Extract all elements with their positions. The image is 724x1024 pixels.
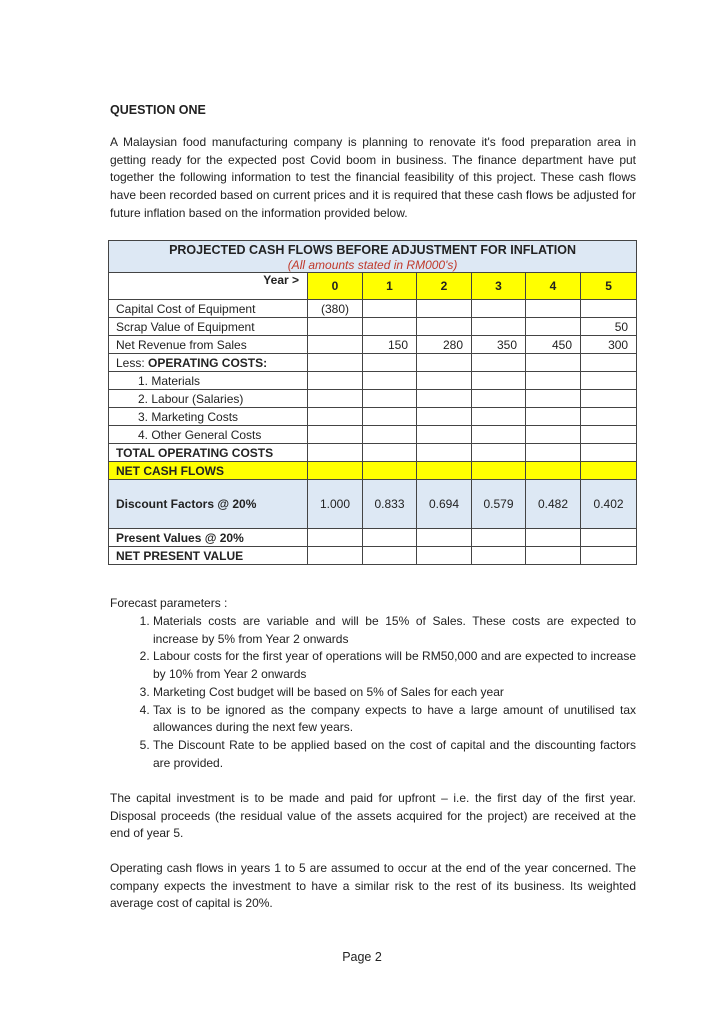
table-cell bbox=[472, 462, 526, 480]
forecast-parameters-list bbox=[110, 613, 636, 772]
table-cell bbox=[363, 390, 417, 408]
table-cell: 0.833 bbox=[363, 480, 417, 529]
row-label: Discount Factors @ 20% bbox=[109, 480, 308, 529]
table-cell bbox=[581, 426, 637, 444]
table-cell bbox=[363, 372, 417, 390]
table-cell bbox=[363, 529, 417, 547]
table-cell bbox=[308, 529, 363, 547]
year-label: Year > bbox=[109, 273, 308, 300]
list-item: 5. The Discount Rate to be applied based on the cost of capital and the discounting factors are provided. bbox=[153, 737, 636, 772]
table-cell: 450 bbox=[526, 336, 581, 354]
year-header: 0 bbox=[308, 273, 363, 300]
table-row bbox=[109, 372, 637, 390]
row-label-text: OPERATING COSTS: bbox=[148, 355, 268, 370]
table-cell bbox=[417, 462, 472, 480]
table-cell bbox=[417, 354, 472, 372]
discount-factors-row bbox=[109, 480, 637, 529]
table-cell bbox=[581, 462, 637, 480]
table-row bbox=[109, 336, 637, 354]
table-subtitle: (All amounts stated in RM000's) bbox=[109, 258, 637, 273]
table-row bbox=[109, 529, 637, 547]
table-row bbox=[109, 547, 637, 565]
table-cell: 300 bbox=[581, 336, 637, 354]
row-label: Present Values @ 20% bbox=[109, 529, 308, 547]
row-label: 4. Other General Costs bbox=[109, 426, 308, 444]
table-cell bbox=[472, 444, 526, 462]
table-cell bbox=[472, 390, 526, 408]
table-cell bbox=[472, 372, 526, 390]
table-cell bbox=[581, 408, 637, 426]
table-cell bbox=[581, 529, 637, 547]
table-cell: 0.579 bbox=[472, 480, 526, 529]
table-cell bbox=[363, 408, 417, 426]
table-cell bbox=[308, 547, 363, 565]
table-row bbox=[109, 318, 637, 336]
table-cell bbox=[417, 529, 472, 547]
year-header: 1 bbox=[363, 273, 417, 300]
row-label-prefix: Less: bbox=[116, 355, 149, 370]
row-label: Capital Cost of Equipment bbox=[109, 300, 308, 318]
table-cell bbox=[526, 372, 581, 390]
table-cell bbox=[472, 547, 526, 565]
table-cell bbox=[526, 462, 581, 480]
net-cash-flows-row bbox=[109, 462, 637, 480]
table-cell: 50 bbox=[581, 318, 637, 336]
row-label: NET CASH FLOWS bbox=[109, 462, 308, 480]
table-cell bbox=[526, 390, 581, 408]
table-cell bbox=[308, 444, 363, 462]
forecast-title: Forecast parameters : bbox=[110, 596, 228, 610]
table-row bbox=[109, 390, 637, 408]
table-cell: 0.482 bbox=[526, 480, 581, 529]
table-cell bbox=[581, 444, 637, 462]
table-cell bbox=[417, 547, 472, 565]
table-cell bbox=[308, 462, 363, 480]
list-item: 4. Tax is to be ignored as the company expects to have a large amount of unutilised tax allowances during the next few years. bbox=[153, 702, 636, 737]
table-cell bbox=[308, 372, 363, 390]
table-cell bbox=[417, 318, 472, 336]
table-cell bbox=[472, 354, 526, 372]
table-cell bbox=[581, 354, 637, 372]
table-cell bbox=[417, 372, 472, 390]
table-cell bbox=[526, 547, 581, 565]
row-label: Net Revenue from Sales bbox=[109, 336, 308, 354]
table-cell bbox=[363, 318, 417, 336]
table-cell bbox=[526, 444, 581, 462]
list-item: 3. Marketing Cost budget will be based on 5% of Sales for each year bbox=[153, 684, 636, 702]
table-cell bbox=[581, 300, 637, 318]
capital-investment-paragraph: The capital investment is to be made and paid for upfront – i.e. the first day of the first year. Disposal proceeds (the residual value of the assets acquired for the project) are received at the end of year 5. bbox=[110, 791, 636, 841]
table-cell bbox=[581, 547, 637, 565]
table-cell bbox=[363, 354, 417, 372]
table-cell bbox=[526, 354, 581, 372]
row-label bbox=[109, 354, 308, 372]
intro-paragraph: A Malaysian food manufacturing company is planning to renovate it's food preparation area in getting ready for the expected post Covid boom in business. The finance department have put together the following information to test the financial feasibility of this project. These cash flows have been recorded based on current prices and it is required that these cash flows be adjusted for future inflation based on the information provided below. bbox=[110, 135, 636, 220]
row-label: 1. Materials bbox=[109, 372, 308, 390]
table-cell bbox=[581, 390, 637, 408]
page-number: Page 2 bbox=[342, 950, 382, 964]
list-item: 2. Labour costs for the first year of operations will be RM50,000 and are expected to increase by 10% from Year 2 onwards bbox=[153, 648, 636, 683]
table-cell bbox=[526, 426, 581, 444]
row-label: TOTAL OPERATING COSTS bbox=[109, 444, 308, 462]
list-item: 1. Materials costs are variable and will be 15% of Sales. These costs are expected to increase by 5% from Year 2 onwards bbox=[153, 613, 636, 648]
row-label: 2. Labour (Salaries) bbox=[109, 390, 308, 408]
table-cell: 1.000 bbox=[308, 480, 363, 529]
table-cell bbox=[472, 318, 526, 336]
table-cell: 280 bbox=[417, 336, 472, 354]
table-cell bbox=[581, 372, 637, 390]
table-row bbox=[109, 300, 637, 318]
year-header: 2 bbox=[417, 273, 472, 300]
table-cell bbox=[308, 426, 363, 444]
table-row bbox=[109, 354, 637, 372]
table-cell: 350 bbox=[472, 336, 526, 354]
table-cell: (380) bbox=[308, 300, 363, 318]
cash-flow-table bbox=[108, 240, 637, 565]
table-cell bbox=[472, 300, 526, 318]
table-cell bbox=[308, 408, 363, 426]
table-cell bbox=[363, 300, 417, 318]
row-label: Scrap Value of Equipment bbox=[109, 318, 308, 336]
table-cell bbox=[363, 547, 417, 565]
table-row bbox=[109, 408, 637, 426]
table-cell bbox=[363, 444, 417, 462]
operating-cash-flows-paragraph: Operating cash flows in years 1 to 5 are assumed to occur at the end of the year concerned. The company expects the investment to have a similar risk to the rest of its business. Its weighted average cost of capital is 20%. bbox=[110, 861, 636, 911]
question-title: QUESTION ONE bbox=[110, 103, 206, 117]
year-header: 5 bbox=[581, 273, 637, 300]
table-cell bbox=[308, 354, 363, 372]
table-cell bbox=[417, 390, 472, 408]
table-cell bbox=[363, 462, 417, 480]
table-cell bbox=[363, 426, 417, 444]
table-cell bbox=[417, 300, 472, 318]
table-title: PROJECTED CASH FLOWS BEFORE ADJUSTMENT FOR INFLATION bbox=[109, 241, 637, 259]
table-cell: 0.402 bbox=[581, 480, 637, 529]
table-cell bbox=[472, 408, 526, 426]
table-cell bbox=[526, 529, 581, 547]
table-row bbox=[109, 426, 637, 444]
row-label: 3. Marketing Costs bbox=[109, 408, 308, 426]
table-cell bbox=[526, 408, 581, 426]
table-cell bbox=[472, 529, 526, 547]
table-cell bbox=[472, 426, 526, 444]
table-cell bbox=[308, 318, 363, 336]
year-header: 3 bbox=[472, 273, 526, 300]
table-cell bbox=[526, 300, 581, 318]
year-header: 4 bbox=[526, 273, 581, 300]
table-cell bbox=[308, 336, 363, 354]
table-cell bbox=[417, 408, 472, 426]
table-cell bbox=[308, 390, 363, 408]
row-label: NET PRESENT VALUE bbox=[109, 547, 308, 565]
table-row bbox=[109, 444, 637, 462]
table-cell bbox=[417, 444, 472, 462]
table-cell bbox=[417, 426, 472, 444]
table-cell: 0.694 bbox=[417, 480, 472, 529]
table-cell bbox=[526, 318, 581, 336]
table-cell: 150 bbox=[363, 336, 417, 354]
